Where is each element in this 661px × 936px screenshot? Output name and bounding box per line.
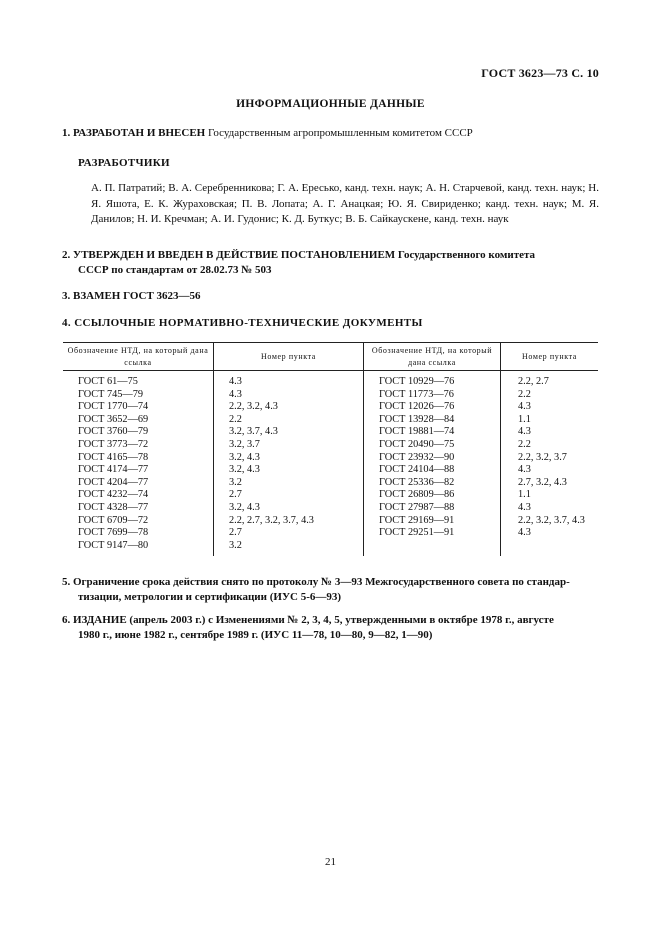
table-cell-clause: 2.7 — [229, 527, 242, 539]
table-cell-designation: ГОСТ 3652—69 — [78, 413, 149, 425]
developers-heading: РАЗРАБОТЧИКИ — [78, 157, 170, 169]
left-designations-column — [63, 371, 214, 557]
table-cell-designation: ГОСТ 27987—88 — [379, 501, 455, 513]
table-cell-clause: 4.3 — [518, 501, 531, 513]
table-cell-clause: 3.2, 4.3 — [229, 451, 260, 463]
table-cell-designation: ГОСТ 4204—77 — [78, 476, 149, 488]
table-cell-clause: 2.2 — [518, 438, 531, 450]
section-5-line2: тизации, метрологии и сертификации (ИУС 5-6—93) — [78, 591, 342, 603]
table-cell-designation: ГОСТ 3760—79 — [78, 426, 149, 438]
table-cell-designation: ГОСТ 11773—76 — [379, 388, 454, 400]
table-cell-clause: 4.3 — [229, 388, 242, 400]
column-header-designation: Обозначение НТД, на который дана ссылка — [63, 343, 214, 371]
right-designations-column — [364, 371, 501, 557]
table-cell-designation: ГОСТ 4174—77 — [78, 464, 149, 476]
references-table — [63, 342, 598, 556]
table-cell-clause: 2.7, 3.2, 4.3 — [518, 476, 567, 488]
section-3: 3. ВЗАМЕН ГОСТ 3623—56 — [62, 290, 201, 302]
table-cell-designation: ГОСТ 23932—90 — [379, 451, 455, 463]
table-cell-clause: 1.1 — [518, 413, 531, 425]
table-cell-designation: ГОСТ 4165—78 — [78, 451, 149, 463]
column-header-designation: Обозначение НТД, на который дана ссылка — [364, 343, 501, 371]
table-cell-clause: 4.3 — [518, 426, 531, 438]
table-cell-clause: 4.3 — [518, 401, 531, 413]
table-cell-clause: 3.2 — [229, 476, 242, 488]
section-5-line1: 5. Ограничение срока действия снято по протоколу № 3—93 Межгосударственного совета по стандар- — [62, 576, 570, 588]
section-1-label: 1. РАЗРАБОТАН И ВНЕСЕН — [62, 127, 206, 139]
table-cell-clause: 2.7 — [229, 489, 242, 501]
table-cell-designation: ГОСТ 4328—77 — [78, 501, 149, 513]
section-1-text: Государственным агропромышленным комитетом СССР — [207, 127, 473, 139]
table-cell-clause: 2.2, 3.2, 3.7 — [518, 451, 567, 463]
table-cell-clause: 3.2, 3.7, 4.3 — [229, 426, 278, 438]
table-cell-clause: 2.2, 2.7, 3.2, 3.7, 4.3 — [229, 514, 314, 526]
table-cell-designation: ГОСТ 19881—74 — [379, 426, 455, 438]
column-header-clause: Номер пункта — [501, 343, 599, 371]
table-cell-designation: ГОСТ 745—79 — [78, 388, 144, 400]
table-cell-clause: 2.2 — [518, 388, 531, 400]
table-cell-clause: 4.3 — [229, 376, 242, 387]
table-cell-designation: ГОСТ 26809—86 — [379, 489, 455, 501]
table-cell-designation: ГОСТ 9147—80 — [78, 539, 149, 551]
table-cell-designation: ГОСТ 61—75 — [78, 376, 138, 387]
table-cell-designation: ГОСТ 25336—82 — [379, 476, 455, 488]
developers-list: А. П. Патратий; В. А. Серебренникова; Г. А. Ересько, канд. техн. наук; А. Н. Старчевой, канд. техн. наук; Н. Я. Яшота, Е. К. Жураховская; П. В. Лопата; А. Г. Анацкая; Ю. Я. Свириденко; канд. техн. наук; М. Я. Данилов; Н. И. Кречман; А. И. Гудонис; К. Д. Буткус; В. Б. Сайкаускене, канд. техн. наук — [91, 182, 599, 225]
section-4-heading: 4. ССЫЛОЧНЫЕ НОРМАТИВНО-ТЕХНИЧЕСКИЕ ДОКУМЕНТЫ — [62, 317, 423, 329]
table-cell-clause: 2.2, 3.2, 4.3 — [229, 401, 278, 413]
table-header-row — [63, 343, 598, 371]
table-cell-clause: 3.2, 4.3 — [229, 501, 260, 513]
table-cell-designation: ГОСТ 20490—75 — [379, 438, 455, 450]
section-6 — [62, 613, 600, 643]
table-cell-designation: ГОСТ 29169—91 — [379, 514, 455, 526]
table-row — [63, 371, 598, 557]
table-cell-designation: ГОСТ 24104—88 — [379, 464, 455, 476]
table-cell-clause: 3.2, 4.3 — [229, 464, 260, 476]
table-cell-designation: ГОСТ 13928—84 — [379, 413, 455, 425]
section-1 — [62, 126, 602, 141]
table-cell-designation: ГОСТ 6709—72 — [78, 514, 149, 526]
table-cell-clause: 2.2, 3.2, 3.7, 4.3 — [518, 514, 585, 526]
document-header: ГОСТ 3623—73 С. 10 — [481, 66, 599, 80]
table-cell-designation: ГОСТ 3773—72 — [78, 438, 149, 450]
table-cell-designation: ГОСТ 10929—76 — [379, 376, 455, 387]
section-2-line1: 2. УТВЕРЖДЕН И ВВЕДЕН В ДЕЙСТВИЕ ПОСТАНОВЛЕНИЕМ Государственного комитета — [62, 249, 536, 261]
section-5 — [62, 575, 600, 605]
table-cell-designation: ГОСТ 4232—74 — [78, 489, 149, 501]
table-cell-clause: 4.3 — [518, 464, 531, 476]
table-cell-designation: ГОСТ 1770—74 — [78, 401, 149, 413]
table-cell-clause: 3.2, 3.7 — [229, 438, 260, 450]
page-title: ИНФОРМАЦИОННЫЕ ДАННЫЕ — [236, 98, 425, 110]
table-cell-clause: 1.1 — [518, 489, 531, 501]
section-6-line2: 1980 г., июне 1982 г., сентябре 1989 г. (ИУС 11—78, 10—80, 9—82, 1—90) — [78, 629, 433, 641]
column-header-clause: Номер пункта — [214, 343, 364, 371]
table-cell-clause: 2.2 — [229, 413, 242, 425]
section-6-line1: 6. ИЗДАНИЕ (апрель 2003 г.) с Изменениями № 2, 3, 4, 5, утвержденными в октябре 1978 г., августе — [62, 614, 554, 626]
left-clauses-column — [214, 371, 364, 557]
table-cell-clause: 4.3 — [518, 527, 531, 539]
section-2-line2: СССР по стандартам от 28.02.73 № 503 — [78, 264, 272, 276]
table-cell-designation: ГОСТ 29251—91 — [379, 527, 455, 539]
page-number: 21 — [325, 856, 336, 868]
section-2 — [62, 248, 600, 278]
table-cell-designation: ГОСТ 7699—78 — [78, 527, 149, 539]
table-cell-clause: 2.2, 2.7 — [518, 376, 549, 387]
table-cell-designation: ГОСТ 12026—76 — [379, 401, 455, 413]
right-clauses-column — [501, 371, 599, 557]
table-cell-clause: 3.2 — [229, 539, 242, 551]
